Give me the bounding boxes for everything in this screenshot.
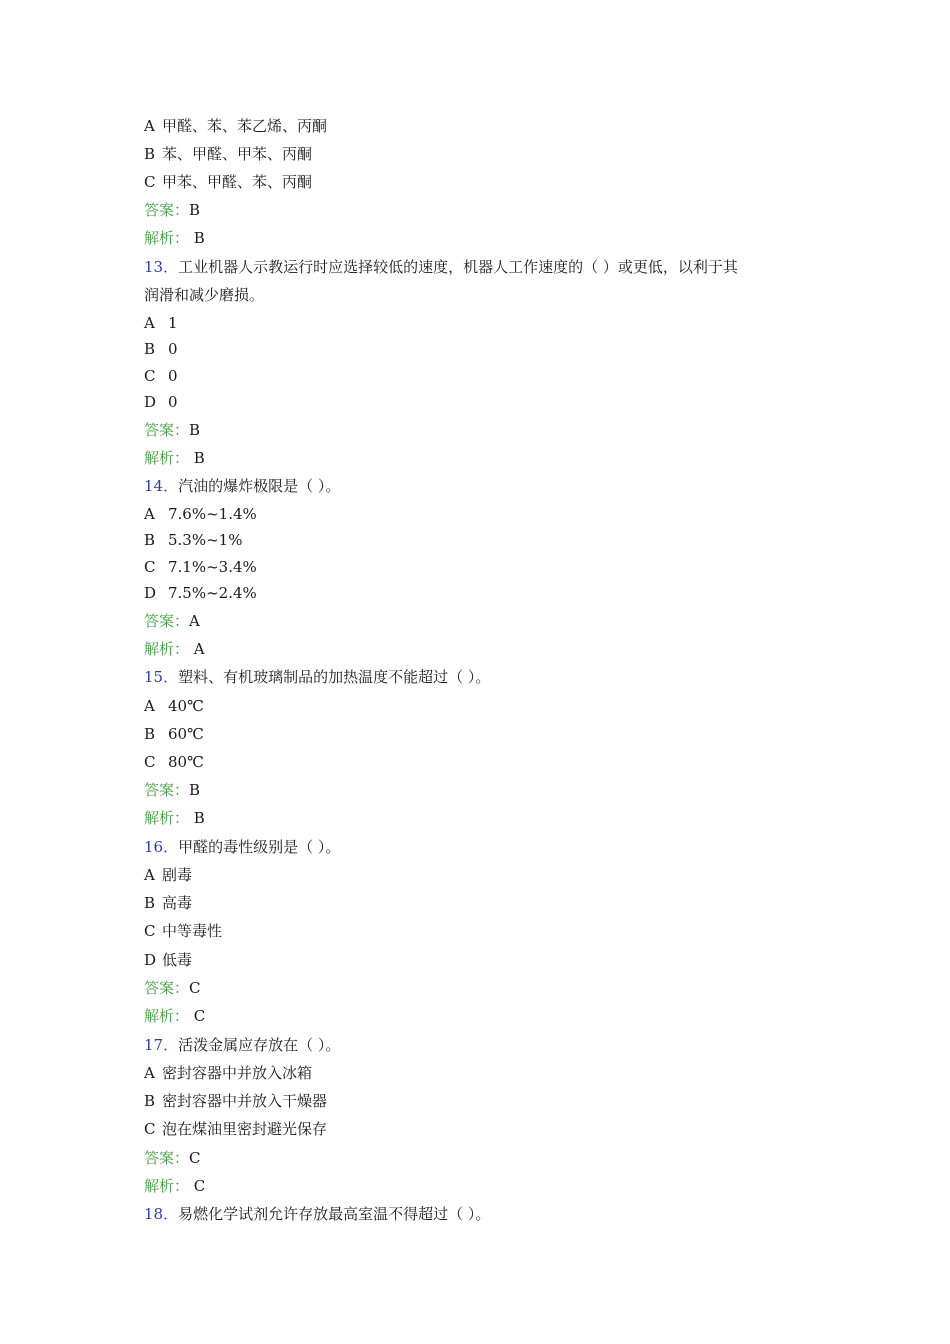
option-b: B 密封容器中并放入干燥器 [144,1092,328,1110]
analysis-line: 解析： C [144,1177,206,1195]
option-c: C 中等毒性 [144,922,223,940]
question-17: 17．活泼金属应存放在（ ）。 [144,1036,341,1054]
question-14: 14．汽油的爆炸极限是（ ）。 [144,477,341,495]
option-c: C 0 [144,367,178,385]
option-c: C 7.1%~3.4% [144,558,257,576]
analysis-line: 解析： B [144,229,205,247]
answer-line: 答案：B [144,781,201,799]
analysis-line: 解析： B [144,449,205,467]
option-c: C 泡在煤油里密封避光保存 [144,1120,328,1138]
option-c: C 80℃ [144,753,204,771]
option-b: B 60℃ [144,725,204,743]
question-15: 15．塑料、有机玻璃制品的加热温度不能超过（ ）。 [144,668,491,686]
question-18: 18．易燃化学试剂允许存放最高室温不得超过（ ）。 [144,1205,491,1223]
option-c: C 甲苯、甲醛、苯、丙酮 [144,173,313,191]
analysis-line: 解析： B [144,809,205,827]
option-a: A 7.6%~1.4% [144,505,257,523]
option-a: A 40℃ [144,697,204,715]
answer-line: 答案：C [144,979,201,997]
question-16: 16．甲醛的毒性级别是（ ）。 [144,838,341,856]
option-a: A 1 [144,314,178,332]
answer-line: 答案：B [144,421,201,439]
question-13-cont: 润滑和减少磨损。 [144,286,265,304]
answer-line: 答案：C [144,1149,201,1167]
question-13: 13．工业机器人示教运行时应选择较低的速度，机器人工作速度的（ ）或更低，以利于其 [144,258,738,276]
option-b: B 苯、甲醛、甲苯、丙酮 [144,145,313,163]
analysis-line: 解析： C [144,1007,206,1025]
option-b: B 5.3%~1% [144,531,243,549]
option-d: D 7.5%~2.4% [144,584,257,602]
option-a: A 剧毒 [144,866,193,884]
answer-line: 答案：B [144,201,201,219]
answer-line: 答案：A [144,612,200,630]
option-a: A 甲醛、苯、苯乙烯、丙酮 [144,117,328,135]
option-b: B 0 [144,340,178,358]
option-d: D 低毒 [144,951,193,969]
option-b: B 高毒 [144,894,193,912]
option-d: D 0 [144,393,178,411]
option-a: A 密封容器中并放入冰箱 [144,1064,313,1082]
analysis-line: 解析： A [144,640,205,658]
